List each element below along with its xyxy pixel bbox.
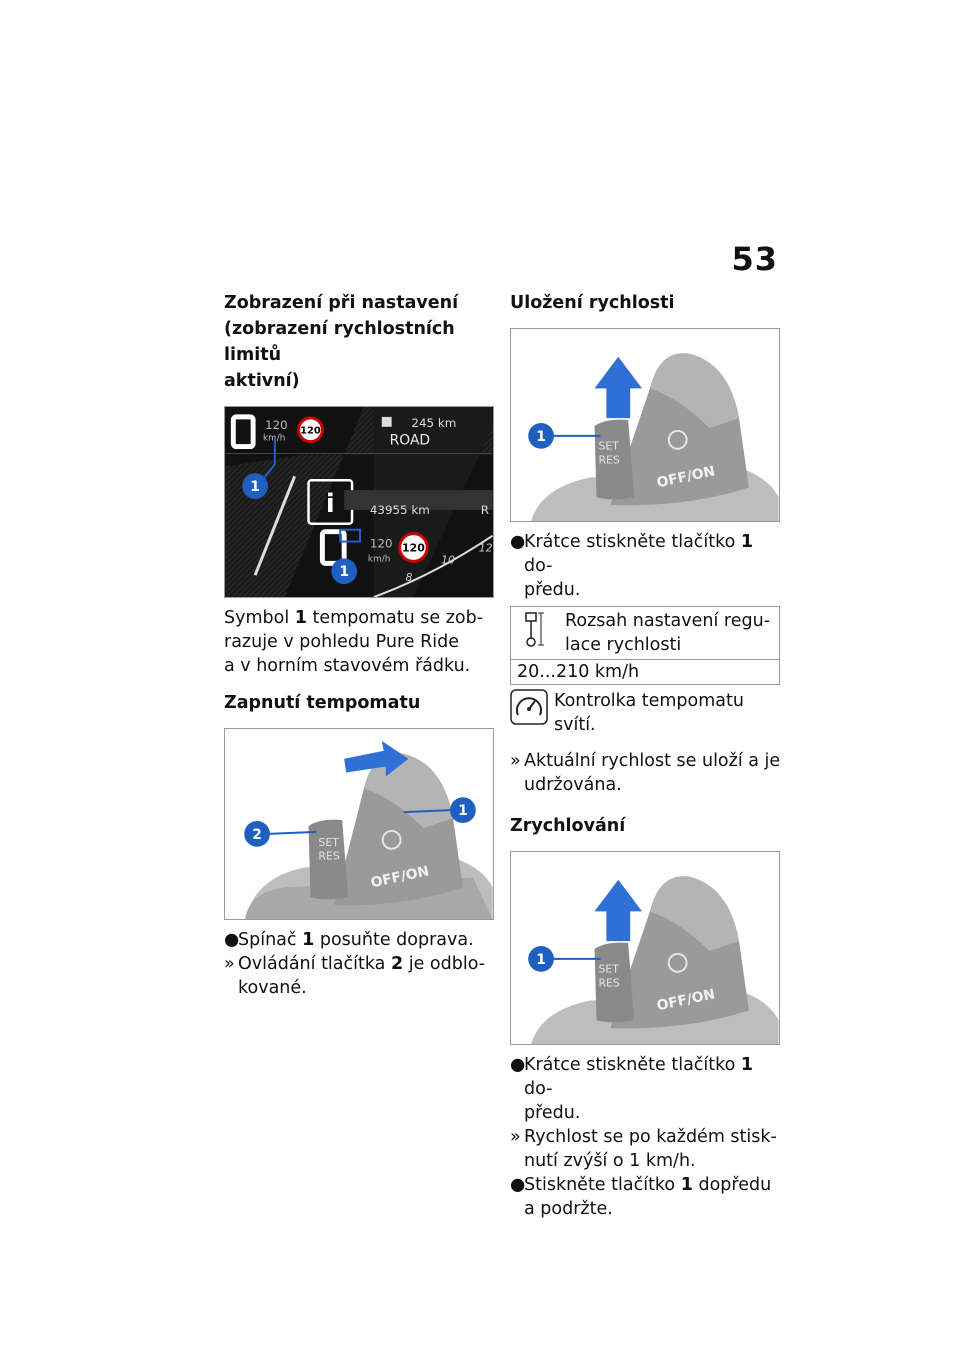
label-set: SET: [598, 439, 619, 453]
figure-switch-accelerate: [510, 851, 780, 1045]
text-run: razuje v pohledu Pure Ride: [224, 632, 459, 652]
ref-number: 1: [740, 532, 754, 552]
table-cell-value: 20...210 km/h: [511, 660, 780, 685]
text-run: a v horním stavovém řádku.: [224, 656, 471, 676]
unit-small-2: km/h: [367, 554, 391, 565]
table-row: [511, 660, 780, 685]
text-run: do-: [524, 556, 553, 576]
switch-illustration: [511, 852, 779, 1044]
right-column: [510, 290, 782, 1221]
text-run: Ovládání tlačítka: [238, 954, 391, 974]
result-speed-increase: [510, 1125, 782, 1173]
page-number: 53: [731, 240, 778, 278]
text-run: předu.: [524, 580, 581, 600]
callout-1: 1: [250, 479, 260, 496]
left-column: [224, 290, 494, 1000]
odo-suffix: R: [480, 502, 489, 517]
text-run: předu.: [524, 1103, 581, 1123]
text-run: dopředu: [692, 1175, 772, 1195]
section-title-accelerate: Zrychlování: [510, 816, 626, 836]
text-run: Krátce stiskněte tlačítko: [524, 1055, 741, 1075]
table-header: [559, 607, 780, 660]
label-offon: OFF/ON: [369, 863, 431, 892]
figure-switch-forward: [510, 328, 780, 522]
text-run: svítí.: [554, 715, 596, 735]
text-run: Aktuální rychlost se uloží a je: [524, 751, 781, 771]
switch-illustration: [225, 729, 493, 919]
figure-switch-right: [224, 728, 494, 920]
text-run: je odblo-: [403, 954, 486, 974]
label-res: RES: [598, 976, 620, 990]
info-icon: i: [325, 488, 335, 519]
result-unlocked: [224, 952, 494, 1000]
text-run: Spínač: [238, 930, 303, 950]
section-title-store: Uložení rychlosti: [510, 293, 675, 313]
result-arrow-icon: »: [224, 954, 235, 974]
result-arrow-icon: »: [510, 751, 521, 771]
ref-number: 1: [294, 608, 307, 628]
mode-readout: ROAD: [389, 432, 431, 449]
label-set: SET: [318, 835, 339, 849]
text-run: Stiskněte tlačítko: [524, 1175, 681, 1195]
switch-illustration: [511, 329, 779, 521]
callout-1: 1: [458, 803, 468, 820]
label-set: SET: [598, 962, 619, 976]
speed-range-table: [510, 606, 780, 685]
step-press-forward: [510, 530, 782, 602]
title-line: aktivní): [224, 371, 300, 391]
text-run: tempomatu se zob-: [306, 608, 484, 628]
bullet-icon: ●: [510, 532, 526, 552]
label-offon: OFF/ON: [655, 986, 717, 1015]
text-run: posuňte doprava.: [314, 930, 474, 950]
bullet-icon: ●: [224, 930, 240, 950]
text-run: Rychlost se po každém stisk-: [524, 1127, 777, 1147]
scale-10: 10: [441, 553, 455, 567]
bullet-icon: ●: [510, 1055, 526, 1075]
symbol-description: [224, 606, 494, 678]
indicator-note: [510, 689, 782, 737]
text-run: kované.: [238, 978, 307, 998]
figure-display: [224, 406, 494, 598]
step-press-hold: [510, 1173, 782, 1221]
callout-1: 1: [536, 951, 546, 968]
unit-small: km/h: [263, 433, 286, 444]
ref-number: 2: [390, 954, 404, 974]
spec-icon-cell: [511, 607, 560, 660]
title-line: (zobrazení rychlostních limitů: [224, 319, 455, 365]
text-run: a podržte.: [524, 1199, 613, 1219]
text-run: Symbol: [224, 608, 295, 628]
callout-2: 2: [252, 826, 262, 843]
text-run: Krátce stiskněte tlačítko: [524, 532, 741, 552]
dashboard-illustration: [225, 407, 493, 597]
scale-12: 12: [478, 541, 493, 555]
result-arrow-icon: »: [510, 1127, 521, 1147]
text-run: nutí zvýší o 1 km/h.: [524, 1151, 696, 1171]
result-speed-stored: [510, 749, 782, 797]
title-line: Zobrazení při nastavení: [224, 293, 459, 313]
text-run: Kontrolka tempomatu: [554, 691, 744, 711]
speed-sign: 120: [300, 425, 321, 437]
text-run: udržována.: [524, 775, 622, 795]
ref-number: 1: [680, 1175, 693, 1195]
callout-1: 1: [536, 428, 546, 445]
cruise-control-indicator-icon: [510, 689, 548, 725]
speed-sign-2: 120: [402, 541, 425, 555]
label-offon: OFF/ON: [655, 463, 717, 492]
step-press-forward-2: [510, 1053, 782, 1125]
ref-number: 1: [302, 930, 315, 950]
odometer: 43955 km: [369, 502, 430, 517]
step-move-switch: [224, 928, 494, 952]
ref-number: 1: [740, 1055, 754, 1075]
table-row: [511, 607, 780, 660]
text-run: do-: [524, 1079, 553, 1099]
speed-small-2: 120: [369, 536, 393, 551]
callout-1b: 1: [339, 564, 349, 581]
speed-range-icon: [524, 609, 546, 649]
range-readout: 245 km: [411, 415, 457, 430]
section-title-display: [224, 290, 494, 394]
bullet-icon: ●: [510, 1175, 526, 1195]
speed-small: 120: [264, 417, 288, 432]
text-run: lace rychlosti: [565, 635, 682, 655]
label-res: RES: [318, 849, 340, 863]
scale-8: 8: [405, 571, 413, 585]
label-res: RES: [598, 453, 620, 467]
section-title-activate: Zapnutí tempomatu: [224, 693, 421, 713]
text-run: Rozsah nastavení regu-: [565, 611, 771, 631]
